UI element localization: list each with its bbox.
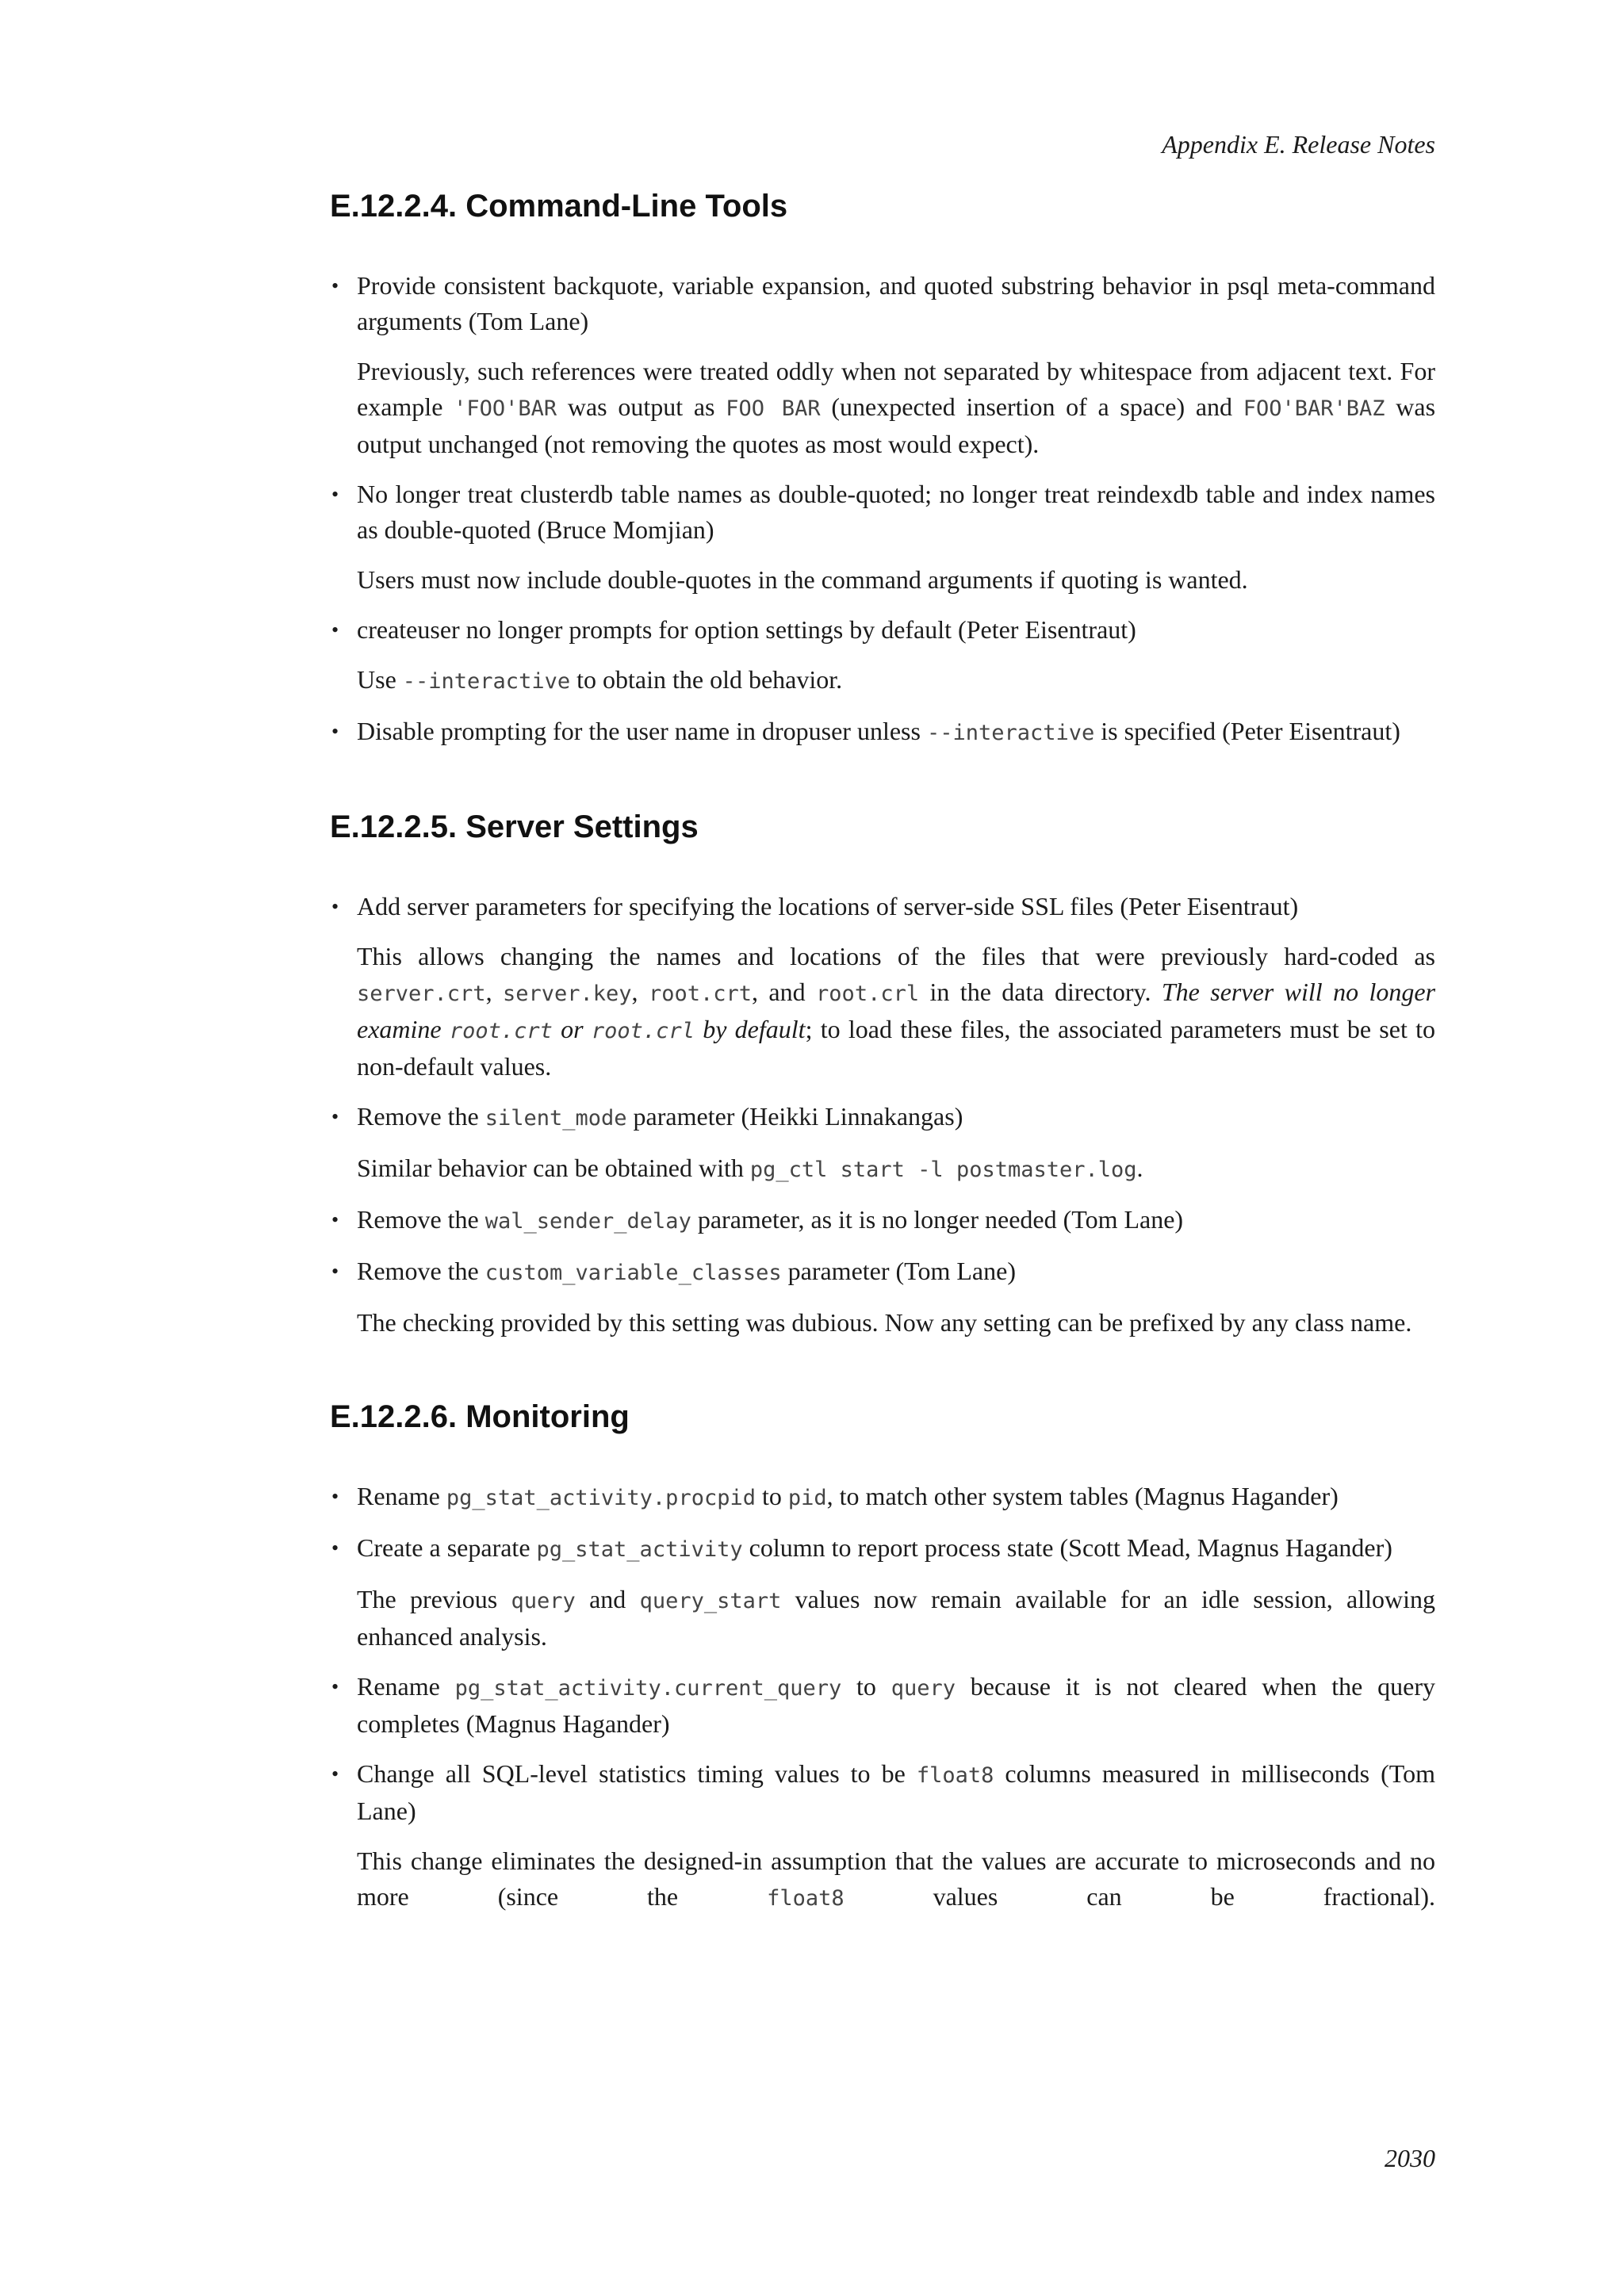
inline-code: pg_stat_activity (536, 1537, 743, 1562)
text-run: in the data directory. (919, 978, 1162, 1006)
text-run: to (841, 1672, 891, 1701)
release-item (330, 476, 1435, 598)
text-run: was output unchanged (not removing the quotes as most would expect). (357, 392, 1436, 458)
inline-code: float8 (916, 1763, 994, 1788)
inline-code: root.crl (816, 982, 920, 1006)
text-run: (unexpected insertion of a space) and (820, 392, 1243, 421)
release-item-detail (357, 354, 1435, 462)
release-item-detail (357, 1150, 1435, 1188)
inline-code: 'FOO'BAR (454, 396, 557, 421)
page-number: 2030 (1385, 2144, 1435, 2172)
text-run: Create a separate (357, 1533, 537, 1562)
text-run: , (485, 978, 503, 1006)
release-item (330, 714, 1435, 751)
inline-code: --interactive (926, 721, 1095, 745)
bullet-icon: • (331, 483, 339, 506)
text-run: parameter (Heikki Linnakangas) (626, 1102, 963, 1131)
inline-code: FOO'BAR'BAZ (1243, 396, 1385, 421)
inline-code: query_start (639, 1589, 782, 1613)
section-heading: E.12.2.4. Command-Line Tools (330, 189, 788, 224)
release-item-summary (357, 612, 1435, 648)
inline-code: pg_stat_activity.procpid (446, 1486, 756, 1510)
release-item-summary (357, 1099, 1435, 1136)
release-item (330, 268, 1435, 462)
bullet-icon: • (331, 1208, 339, 1231)
text-run: is specified (Peter Eisentraut) (1094, 717, 1400, 745)
inline-code: root.crl (591, 1019, 695, 1043)
inline-code: query (511, 1589, 576, 1613)
section-heading: E.12.2.6. Monitoring (330, 1399, 630, 1434)
text-run: This allows changing the names and locations of the files that were previously hard-coded as (357, 942, 1435, 970)
emphasis-text: The server will no longer examine (357, 978, 1436, 1043)
text-run: Provide consistent backquote, variable expansion, and quoted substring behavior in psql meta-command arguments (Tom Lane) (357, 271, 1435, 335)
text-run: to obtain the old behavior. (570, 665, 843, 694)
release-item-summary (357, 1202, 1435, 1239)
text-run: Similar behavior can be obtained with (357, 1154, 750, 1182)
text-run: and (575, 1585, 640, 1613)
inline-code: float8 (767, 1886, 845, 1911)
text-run: was output as (557, 392, 726, 421)
text-run: Add server parameters for specifying the locations of server-side SSL files (Peter Eisentraut) (357, 892, 1299, 920)
release-item (330, 1756, 1435, 1916)
release-item-summary (357, 476, 1435, 548)
release-item-summary (357, 714, 1435, 751)
text-run: values now remain available for an idle session, allowing enhanced analysis. (357, 1585, 1436, 1651)
running-header: Appendix E. Release Notes (1162, 130, 1435, 159)
release-item-list (330, 1479, 1435, 1916)
text-run: , and (752, 978, 817, 1006)
release-item-summary (357, 268, 1435, 339)
inline-code: server.key (502, 982, 632, 1006)
release-item-detail (357, 939, 1435, 1085)
inline-code: pg_stat_activity.current_query (454, 1676, 842, 1701)
release-item-detail (357, 1582, 1435, 1655)
text-run: columns measured in milliseconds (Tom Lane) (357, 1759, 1436, 1825)
release-item (330, 1530, 1435, 1655)
release-item-list (330, 889, 1435, 1341)
release-item (330, 1099, 1435, 1188)
text-run: Use (357, 665, 403, 694)
text-run: Remove the (357, 1102, 485, 1131)
text-run: No longer treat clusterdb table names as double-quoted; no longer treat reindexdb table and index names as double-quoted (Bruce Momjian) (357, 480, 1435, 544)
release-section (330, 186, 1435, 751)
text-run: to (755, 1482, 788, 1510)
release-item-detail (357, 662, 1435, 699)
text-run: Previously, such references were treated oddly when not separated by whitespace from adjacent text. For example (357, 357, 1435, 421)
text-run: Rename (357, 1672, 455, 1701)
release-item-summary (357, 889, 1435, 924)
text-run: createuser no longer prompts for option settings by default (Peter Eisentraut) (357, 615, 1136, 644)
bullet-icon: • (331, 1675, 339, 1698)
bullet-icon: • (331, 720, 339, 743)
text-run: Users must now include double-quotes in the command arguments if quoting is wanted. (357, 565, 1248, 594)
bullet-icon: • (331, 274, 339, 297)
text-run: , to match other system tables (Magnus Hagander) (826, 1482, 1339, 1510)
bullet-icon: • (331, 895, 339, 918)
text-run: The previous (357, 1585, 511, 1613)
release-section (330, 1396, 1435, 1916)
text-run: . (1136, 1154, 1143, 1182)
bullet-icon: • (331, 1485, 339, 1508)
release-item-detail (357, 1305, 1435, 1341)
inline-code: silent_mode (485, 1106, 627, 1131)
bullet-icon: • (331, 618, 339, 641)
release-item (330, 1479, 1435, 1516)
text-run: values can be fractional). (844, 1882, 1436, 1911)
inline-code: server.crt (357, 982, 486, 1006)
release-item-summary (357, 1530, 1435, 1567)
bullet-icon: • (331, 1105, 339, 1128)
bullet-icon: • (331, 1260, 339, 1283)
text-run: ; to load these files, the associated parameters must be set to non-default values. (357, 1015, 1436, 1081)
text-run: Change all SQL-level statistics timing values to be (357, 1759, 917, 1788)
text-run: This change eliminates the designed-in assumption that the values are accurate to microseconds and no more (since the (357, 1846, 1435, 1911)
release-item (330, 1669, 1435, 1742)
text-run: because it is not cleared when the query completes (Magnus Hagander) (357, 1672, 1436, 1738)
bullet-icon: • (331, 1536, 339, 1559)
inline-code: pid (787, 1486, 827, 1510)
release-notes-body (330, 186, 1435, 1931)
release-item-summary (357, 1253, 1435, 1291)
text-run: Rename (357, 1482, 446, 1510)
release-item (330, 1202, 1435, 1239)
emphasis-text: by default (694, 1015, 806, 1043)
release-item-summary (357, 1756, 1435, 1829)
release-item-summary (357, 1479, 1435, 1516)
emphasis-text: or (552, 1015, 592, 1043)
release-item (330, 889, 1435, 1085)
release-item-list (330, 268, 1435, 751)
text-run: Remove the (357, 1257, 485, 1285)
section-heading: E.12.2.5. Server Settings (330, 809, 699, 844)
inline-code: FOO BAR (726, 396, 821, 421)
inline-code: root.crt (449, 1019, 553, 1043)
text-run: Remove the (357, 1205, 485, 1234)
text-run: The checking provided by this setting was dubious. Now any setting can be prefixed by any class name. (357, 1308, 1412, 1337)
release-item-detail (357, 1843, 1435, 1916)
text-run: parameter (Tom Lane) (781, 1257, 1016, 1285)
text-run: Disable prompting for the user name in dropuser unless (357, 717, 927, 745)
inline-code: query (891, 1676, 956, 1701)
release-item (330, 612, 1435, 699)
release-item (330, 1253, 1435, 1341)
release-section (330, 806, 1435, 1341)
inline-code: --interactive (402, 669, 571, 694)
text-run: , (631, 978, 649, 1006)
bullet-icon: • (331, 1762, 339, 1785)
inline-code: custom_variable_classes (485, 1261, 782, 1285)
text-run: parameter, as it is no longer needed (Tom Lane) (691, 1205, 1184, 1234)
text-run: column to report process state (Scott Mead, Magnus Hagander) (742, 1533, 1392, 1562)
release-item-detail (357, 562, 1435, 598)
inline-code: pg_ctl start -l postmaster.log (749, 1158, 1137, 1182)
inline-code: root.crt (648, 982, 753, 1006)
release-item-summary (357, 1669, 1435, 1742)
inline-code: wal_sender_delay (485, 1209, 691, 1234)
